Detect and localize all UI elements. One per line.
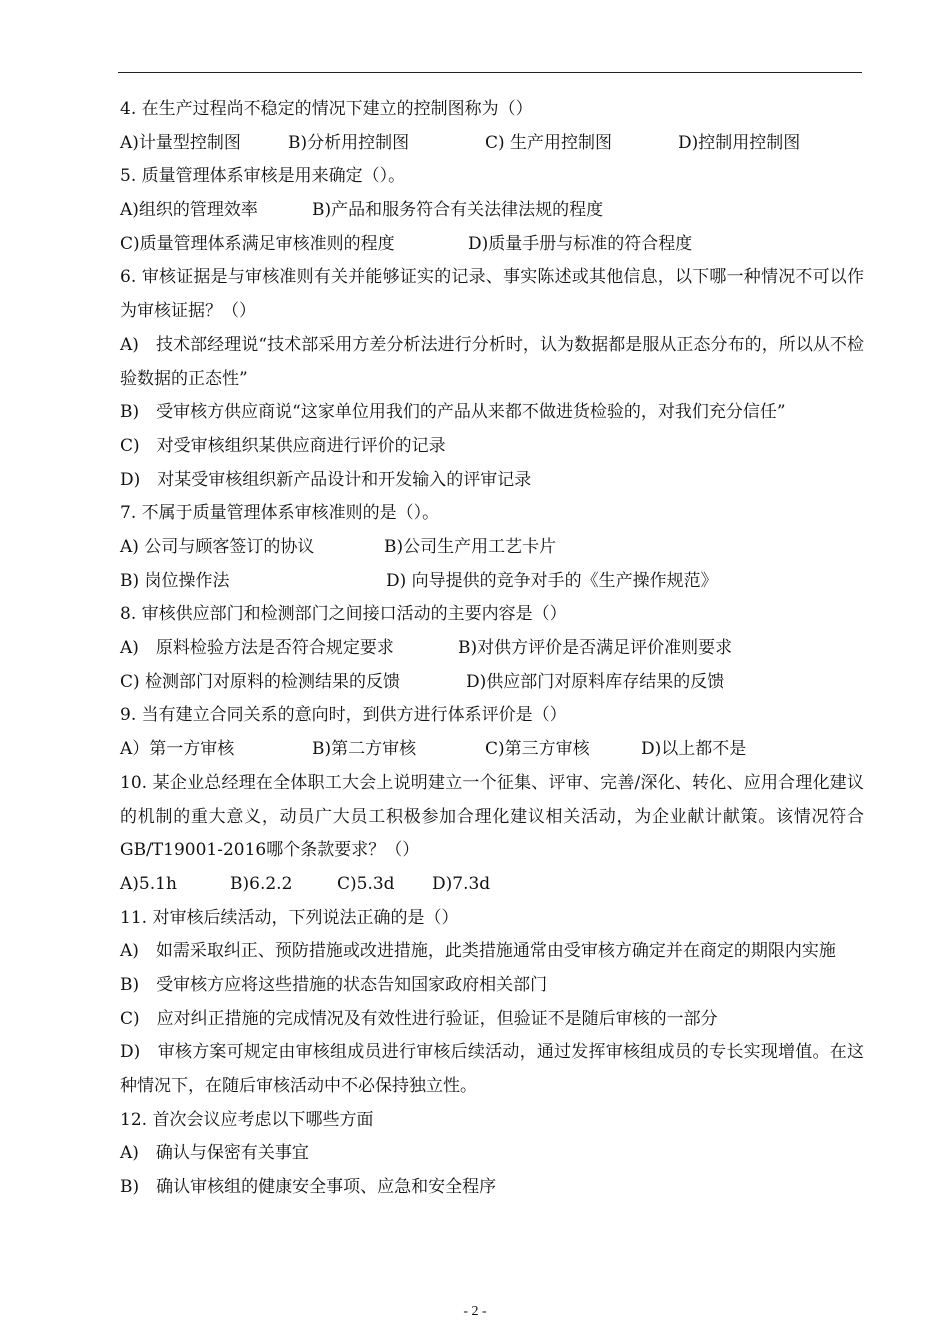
option: C) 对受审核组织某供应商进行评价的记录 bbox=[120, 435, 446, 456]
option: B)产品和服务符合有关法律法规的程度 bbox=[312, 200, 604, 221]
option-row bbox=[120, 868, 864, 902]
question-stem: 4. 在生产过程尚不稳定的情况下建立的控制图称为（） bbox=[120, 99, 533, 119]
option: D) 审核方案可规定由审核组成员进行审核后续活动，通过发挥审核组成员的专长实现增值。在这种情况下，在随后审核活动中不必保持独立性。 bbox=[120, 1042, 864, 1097]
question-stem: 8. 审核供应部门和检测部门之间接口活动的主要内容是（） bbox=[120, 604, 567, 625]
option: A)组织的管理效率 bbox=[120, 200, 258, 221]
option: D) 对某受审核组织新产品设计和开发输入的评审记录 bbox=[120, 469, 532, 490]
option: D)7.3d bbox=[432, 873, 491, 894]
option-row bbox=[120, 228, 864, 262]
option: A)5.1h bbox=[120, 873, 177, 894]
question-stem: 7. 不属于质量管理体系审核准则的是（）。 bbox=[120, 503, 440, 524]
question-stem: 5. 质量管理体系审核是用来确定（）。 bbox=[120, 166, 406, 187]
option: C) 生产用控制图 bbox=[485, 132, 613, 153]
option: D)以上都不是 bbox=[641, 739, 747, 760]
option: D)供应部门对原料库存结果的反馈 bbox=[466, 671, 725, 692]
option: A) 原料检验方法是否符合规定要求 bbox=[120, 638, 394, 659]
option: B)6.2.2 bbox=[230, 873, 293, 894]
option: B) 岗位操作法 bbox=[120, 570, 230, 591]
question-stem: 6. 审核证据是与审核准则有关并能够证实的记录、事实陈述或其他信息，以下哪一种情况不可以作为审核证据？（） bbox=[120, 267, 864, 322]
option-row bbox=[120, 632, 864, 666]
option: A) 确认与保密有关事宜 bbox=[120, 1143, 309, 1164]
option: A）第一方审核 bbox=[120, 739, 235, 760]
option-row bbox=[120, 531, 864, 565]
option: C) 应对纠正措施的完成情况及有效性进行验证，但验证不是随后审核的一部分 bbox=[120, 1008, 718, 1029]
option: D)控制用控制图 bbox=[678, 132, 801, 153]
option: B) 确认审核组的健康安全事项、应急和安全程序 bbox=[120, 1177, 497, 1198]
option-row bbox=[120, 565, 864, 599]
option: A) 公司与顾客签订的协议 bbox=[120, 537, 315, 557]
option: C)5.3d bbox=[337, 873, 395, 894]
question-stem: 12. 首次会议应考虑以下哪些方面 bbox=[120, 1109, 374, 1130]
option: A)计量型控制图 bbox=[120, 132, 241, 153]
question-list bbox=[120, 93, 864, 1205]
option: C)质量管理体系满足审核准则的程度 bbox=[120, 233, 395, 254]
header-rule bbox=[118, 72, 862, 73]
option-row bbox=[120, 733, 864, 767]
question-stem: 11. 对审核后续活动，下列说法正确的是（） bbox=[120, 907, 459, 928]
option: D) 向导提供的竞争对手的《生产操作规范》 bbox=[386, 570, 718, 591]
option-row bbox=[120, 666, 864, 700]
question-stem: 10. 某企业总经理在全体职工大会上说明建立一个征集、评审、完善/深化、转化、应用合理化建议的机制的重大意义，动员广大员工积极参加合理化建议相关活动，为企业献计献策。该情况符合GB/T19001-2016哪个条款要求？（） bbox=[120, 772, 864, 861]
option: B)分析用控制图 bbox=[288, 132, 410, 153]
option: A) 技术部经理说“技术部采用方差分析法进行分析时，认为数据都是服从正态分布的，所以从不检验数据的正态性” bbox=[120, 334, 864, 389]
question-stem: 9. 当有建立合同关系的意向时，到供方进行体系评价是（） bbox=[120, 705, 567, 726]
option-row bbox=[120, 127, 864, 161]
page-number: - 2 - bbox=[463, 1304, 487, 1319]
option-row bbox=[120, 194, 864, 228]
option: A) 如需采取纠正、预防措施或改进措施，此类措施通常由受审核方确定并在商定的期限内实施 bbox=[120, 941, 836, 962]
option: C) 检测部门对原料的检测结果的反馈 bbox=[120, 671, 401, 692]
option: D)质量手册与标准的符合程度 bbox=[468, 233, 693, 254]
option: B)第二方审核 bbox=[312, 739, 417, 760]
option: B) 受审核方应将这些措施的状态告知国家政府相关部门 bbox=[120, 975, 548, 995]
option: B) 受审核方供应商说“这家单位用我们的产品从来都不做进货检验的，对我们充分信任” bbox=[120, 402, 786, 423]
option: B)公司生产用工艺卡片 bbox=[384, 537, 557, 557]
option: C)第三方审核 bbox=[485, 739, 590, 760]
option: B)对供方评价是否满足评价准则要求 bbox=[458, 638, 733, 659]
